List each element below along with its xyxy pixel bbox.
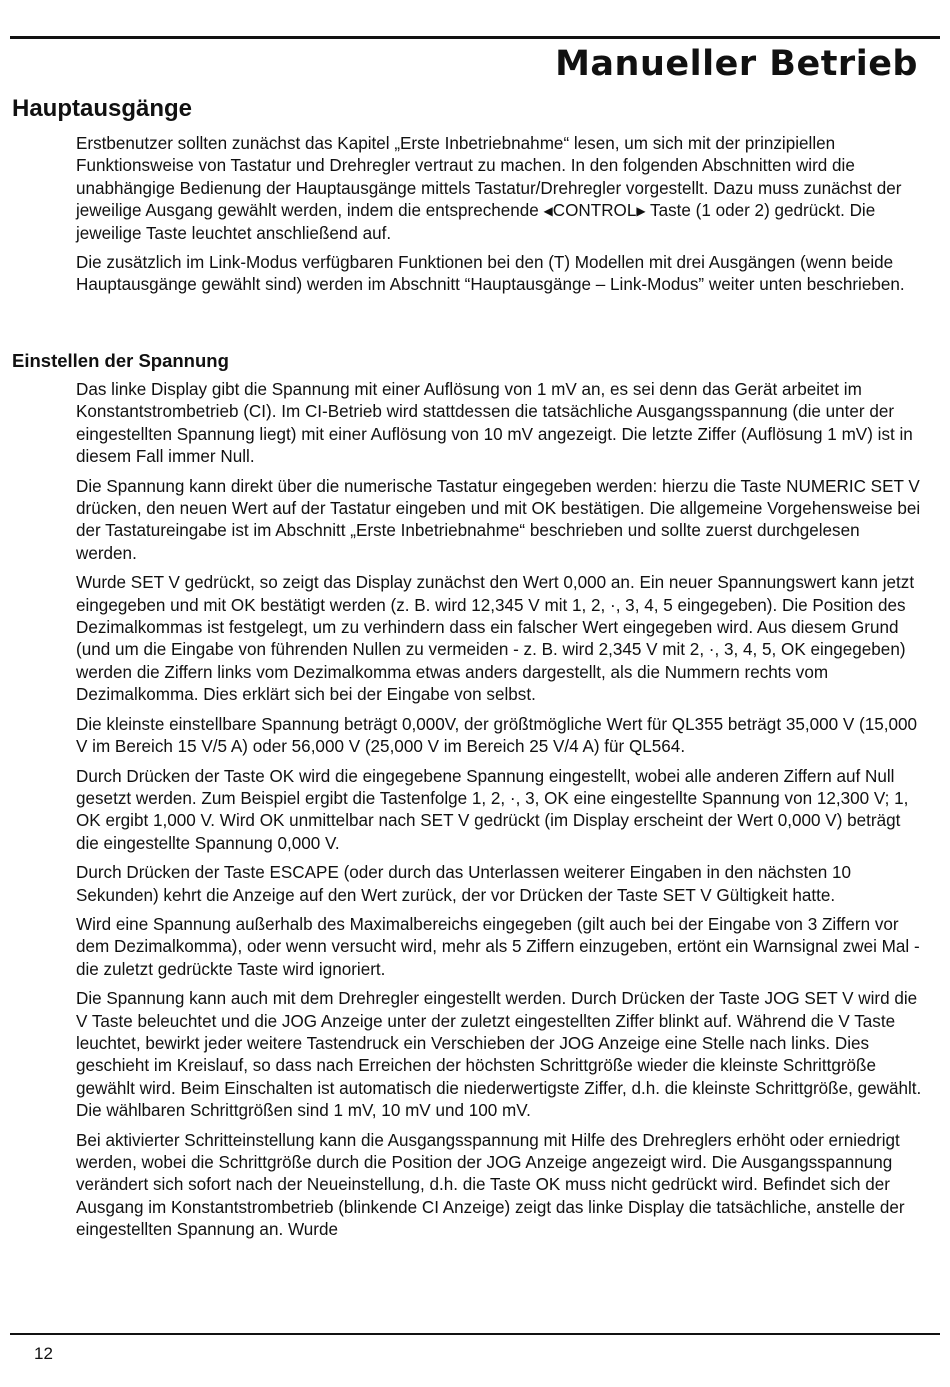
page-title: Manueller Betrieb — [555, 44, 918, 84]
paragraph: Bei aktivierter Schritteinstellung kann die Ausgangsspannung mit Hilfe des Drehreglers erhöht oder erniedrigt werden, wobei die Schrittgröße durch die Position der JOG Anzeige angezeigt wird. Die Ausgangsspannung verändert sich sofort nach der Neueinstellung, d.h. die Taste OK muss nicht gedrückt wird. Befindet sich der Ausgang im Konstantstrombetrieb (blinkende CI Anzeige) zeigt das linke Display die tatsächliche, anstelle der eingestellten Spannung an. Wurde — [76, 1130, 905, 1240]
subsection-heading-spannung: Einstellen der Spannung — [12, 350, 229, 371]
paragraph: Wird eine Spannung außerhalb des Maximalbereichs eingegeben (gilt auch bei der Eingabe von 3 Ziffern vor dem Dezimalkomma), oder wenn versucht wird, mehr als 5 Ziffern einzugeben, ertönt ein Warnsignal zwei Mal - die zuletzt gedrückte Taste wird ignoriert. — [76, 914, 920, 979]
section-hauptausgaenge-body — [76, 133, 922, 304]
paragraph: Durch Drücken der Taste ESCAPE (oder durch das Unterlassen weiterer Eingaben in den nächsten 10 Sekunden) kehrt die Anzeige auf den Wert zurück, der vor Drücken der Taste SET V Gültigkeit hatte. — [76, 863, 852, 905]
page-number: 12 — [34, 1344, 53, 1363]
paragraph-text: Erstbenutzer sollten zunächst das Kapitel „Erste Inbetriebnahme“ lesen, um sich mit der prinzipiellen Funktionsweise von Tastatur und Drehregler vertraut zu machen. In den folgenden Abschnitten wird die unabhängige Bedienung der Hauptausgänge mittels Tastatur/Drehregler vorgestellt. Dazu muss zunächst der jeweilige Ausgang gewählt werden, indem die entsprechende — [76, 134, 902, 221]
section-spannung-body — [76, 379, 922, 1249]
paragraph: Die Spannung kann auch mit dem Drehregler eingestellt werden. Durch Drücken der Taste JOG SET V wird die V Taste beleuchtet und die JOG Anzeige unter der zuletzt eingestellten Ziffer blinkt auf. Während die V Taste leuchtet, bewirkt jeder weitere Tastendruck ein Verschieben der JOG Anzeige eine Stelle nach links. Dies geschieht im Kreislauf, so dass nach Erreichen der höchsten Schrittgröße wieder die kleinste Schrittgröße gewählt wird. Beim Einschalten ist automatisch die niederwertigste Ziffer, d.h. die kleinste Schrittgröße, gewählt. Die wählbaren Schrittgrößen sind 1 mV, 10 mV und 100 mV. — [76, 989, 922, 1121]
paragraph: Die Spannung kann direkt über die numerische Tastatur eingegeben werden: hierzu die Taste NUMERIC SET V drücken, den neuen Wert auf der Tastatur eingeben und mit OK bestätigen. Die allgemeine Vorgehensweise bei der Tastatureingabe ist im Abschnitt „Erste Inbetriebnahme“ beschrieben und sollte zuerst durchgelesen werden. — [76, 476, 921, 563]
paragraph: Die kleinste einstellbare Spannung beträgt 0,000V, der größtmögliche Wert für QL355 beträgt 35,000 V (15,000 V im Bereich 15 V/5 A) oder 56,000 V (25,000 V im Bereich 25 V/4 A) für QL564. — [76, 714, 917, 757]
triangle-left-icon: ◀ — [543, 204, 553, 219]
footer-rule — [10, 1333, 940, 1335]
control-key-label: CONTROL — [552, 201, 637, 221]
paragraph: Die zusätzlich im Link-Modus verfügbaren Funktionen bei den (T) Modellen mit drei Ausgängen (wenn beide Hauptausgänge gewählt sind) werden im Abschnitt “Hauptausgänge – Link-Modus” weiter unten beschrieben. — [76, 253, 905, 295]
triangle-right-icon: ▶ — [636, 204, 646, 219]
paragraph: Wurde SET V gedrückt, so zeigt das Display zunächst den Wert 0,000 an. Ein neuer Spannungswert kann jetzt eingegeben und mit OK bestätigt werden (z. B. wird 12,345 V mit 1, 2, ·, 3, 4, 5 eingegeben). Die Position des Dezimalkommas ist festgelegt, um zu verhindern dass ein falscher Wert eingegeben wird. Aus diesem Grund (und um die Eingabe von führenden Nullen zu vermeiden - z. B. wird 2,345 V mit 2, ·, 3, 4, 5, OK eingegeben) werden die Ziffern links vom Dezimalkomma etwas anders dargestellt, als die Nummern rechts vom Dezimalkomma. Dies erklärt sich bei der Eingabe von selbst. — [76, 573, 915, 705]
header-rule — [10, 36, 940, 39]
paragraph: Das linke Display gibt die Spannung mit einer Auflösung von 1 mV an, es sei denn das Gerät arbeitet im Konstantstrombetrieb (CI). Im CI-Betrieb wird stattdessen die tatsächliche Ausgangsspannung (die unter der eingestellten Spannung liegt) mit einer Auflösung von 10 mV angezeigt. Die letzte Ziffer (Auflösung 1 mV) ist in diesem Fall immer Null. — [76, 380, 913, 467]
paragraph — [76, 133, 922, 245]
paragraph: Durch Drücken der Taste OK wird die eingegebene Spannung eingestellt, wobei alle anderen Ziffern auf Null gesetzt werden. Zum Beispiel ergibt die Tastenfolge 1, 2, ·, 3, OK eine eingestellte Spannung von 12,300 V; 1, OK ergibt 1,000 V. Wird OK unmittelbar nach SET V gedrückt (im Display erscheint der Wert 0,000 V) beträgt die eingestellte Spannung 0,000 V. — [76, 766, 909, 853]
section-heading-hauptausgaenge: Hauptausgänge — [12, 95, 193, 122]
paragraph-text: Taste (1 oder 2) gedrückt. Die jeweilige Taste leuchtet anschließend auf. — [76, 201, 876, 243]
